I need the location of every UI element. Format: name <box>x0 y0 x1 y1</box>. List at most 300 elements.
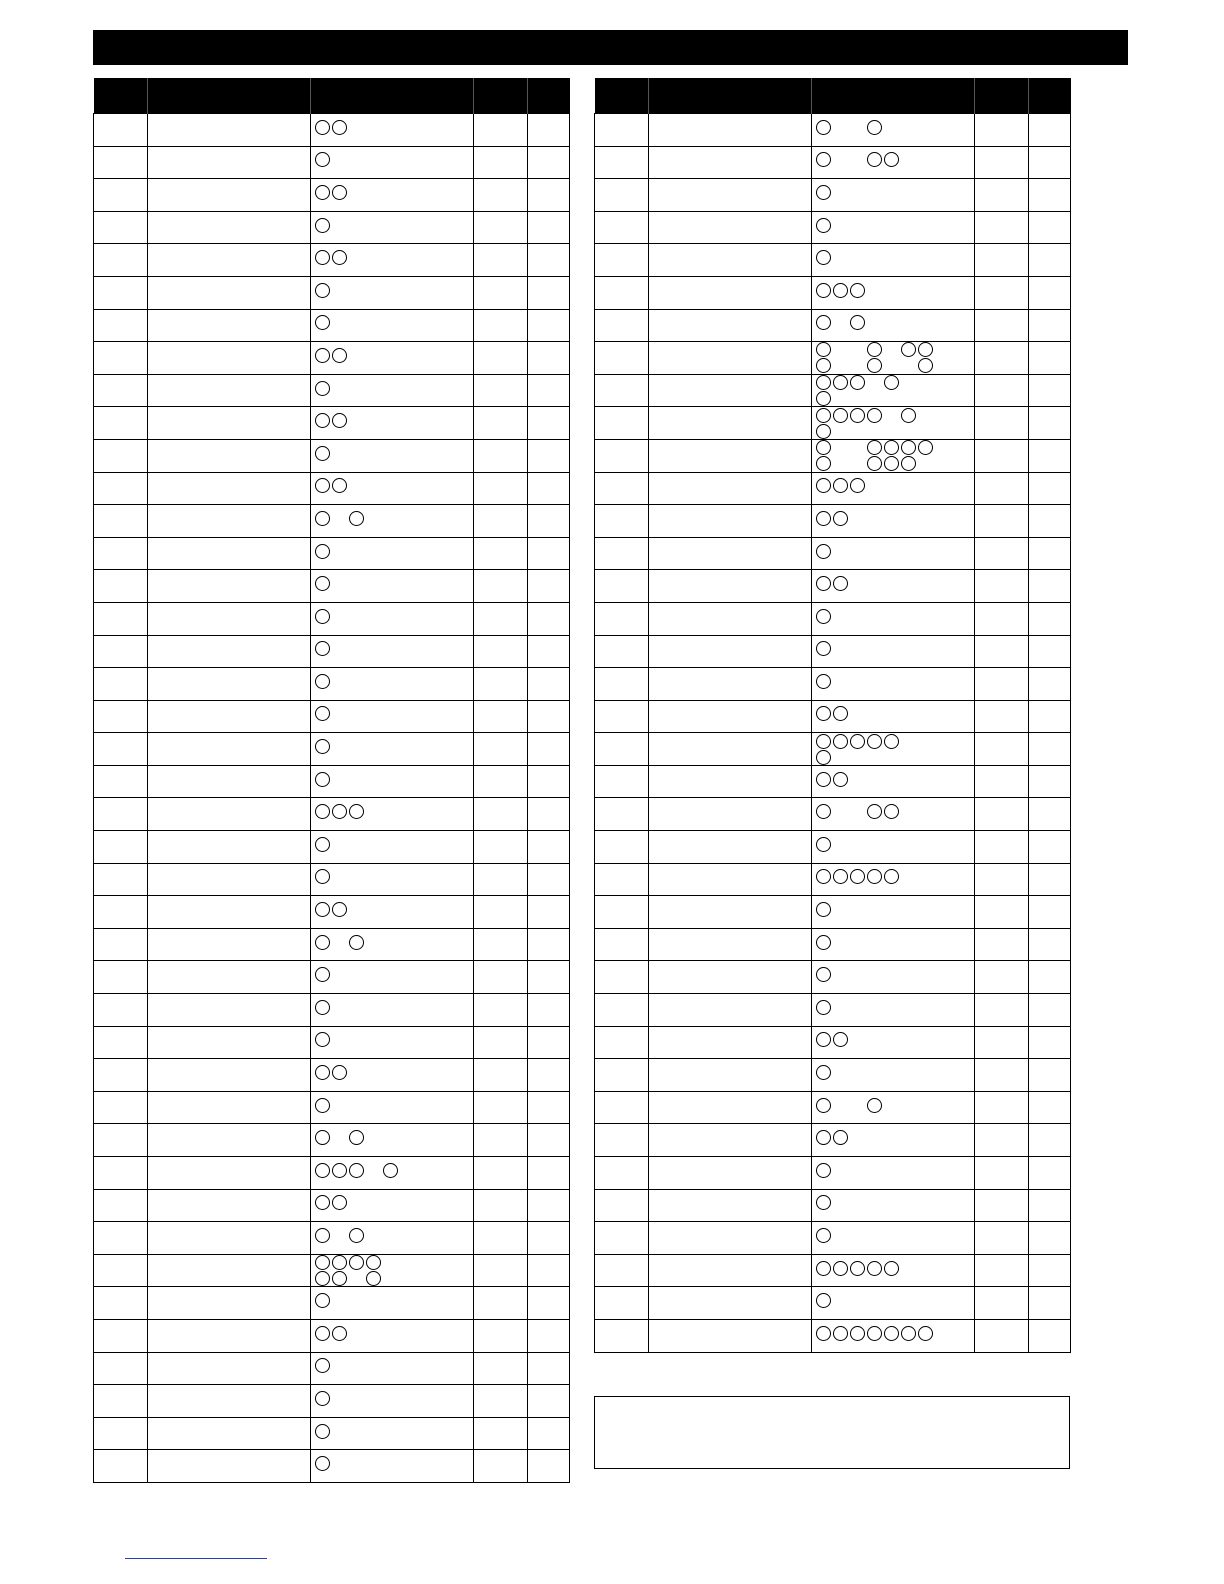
table-cell <box>474 1157 528 1190</box>
circle-icon <box>315 967 330 982</box>
table-cell <box>975 1189 1029 1222</box>
circle-icon <box>816 674 831 689</box>
circle-mark-group <box>816 511 850 526</box>
circle-icon <box>833 408 848 423</box>
circle-icon <box>816 375 831 390</box>
circle-icon <box>816 424 831 439</box>
table-row <box>94 733 570 766</box>
table-cell <box>528 342 570 375</box>
table-cell <box>311 1254 474 1287</box>
table-cell <box>649 537 812 570</box>
table-cell <box>812 570 975 603</box>
table-cell <box>595 863 649 896</box>
table-cell <box>1029 994 1071 1027</box>
circle-icon <box>867 408 882 423</box>
table-cell <box>812 211 975 244</box>
table-cell <box>649 602 812 635</box>
circle-mark-group <box>315 869 332 884</box>
table-cell <box>94 505 148 538</box>
table-cell <box>94 179 148 212</box>
circle-icon <box>315 1065 330 1080</box>
table-cell <box>311 994 474 1027</box>
table-cell <box>975 896 1029 929</box>
table-cell <box>595 244 649 277</box>
circle-mark-group <box>315 478 349 493</box>
circle-mark-line <box>816 342 935 357</box>
table-cell <box>1029 961 1071 994</box>
table-cell <box>1029 798 1071 831</box>
circle-icon <box>867 440 882 455</box>
table-cell <box>812 276 975 309</box>
circle-mark-line <box>315 967 332 982</box>
table-cell <box>649 1026 812 1059</box>
circle-mark-line <box>315 935 366 950</box>
circle-icon <box>332 185 347 200</box>
circle-mark-group <box>315 674 332 689</box>
table-cell <box>311 635 474 668</box>
circle-icon <box>867 734 882 749</box>
circle-icon <box>867 358 882 373</box>
circle-icon <box>816 1065 831 1080</box>
table-cell <box>649 863 812 896</box>
table-cell <box>528 1091 570 1124</box>
table-cell <box>812 1026 975 1059</box>
circle-mark-group <box>816 902 833 917</box>
circle-icon <box>332 1163 347 1178</box>
table-cell <box>148 733 311 766</box>
table-row <box>595 863 1071 896</box>
circle-mark-line <box>816 902 833 917</box>
circle-icon <box>850 315 865 330</box>
circle-mark-group <box>816 1098 884 1113</box>
circle-mark-line <box>315 1000 332 1015</box>
table-cell <box>649 994 812 1027</box>
table-row <box>595 668 1071 701</box>
table-cell <box>649 309 812 342</box>
circle-mark-group <box>816 1000 833 1015</box>
table-cell <box>1029 244 1071 277</box>
circle-mark-group <box>315 1032 332 1047</box>
table-cell <box>94 309 148 342</box>
table-cell <box>94 635 148 668</box>
circle-icon <box>816 152 831 167</box>
table-cell <box>311 928 474 961</box>
table-cell <box>649 342 812 375</box>
table-cell <box>1029 505 1071 538</box>
circle-icon <box>315 674 330 689</box>
circle-icon <box>315 1255 330 1270</box>
table-cell <box>528 863 570 896</box>
table-cell <box>649 1091 812 1124</box>
table-cell <box>812 1319 975 1352</box>
circle-mark-group <box>816 674 833 689</box>
circle-mark-group <box>315 1424 332 1439</box>
circle-mark-line <box>315 869 332 884</box>
table-row <box>94 179 570 212</box>
table-row <box>595 1026 1071 1059</box>
circle-mark-group <box>315 576 332 591</box>
table-cell <box>528 700 570 733</box>
circle-icon <box>349 804 364 819</box>
circle-mark-group <box>816 1293 833 1308</box>
table-cell <box>311 602 474 635</box>
table-row <box>595 1157 1071 1190</box>
table-row <box>595 407 1071 440</box>
circle-icon <box>816 250 831 265</box>
circle-icon <box>816 120 831 135</box>
circle-icon <box>833 478 848 493</box>
table-cell <box>94 798 148 831</box>
circle-mark-line <box>816 511 850 526</box>
table-cell <box>649 733 812 766</box>
table-cell <box>94 863 148 896</box>
table-cell <box>595 179 649 212</box>
table-cell <box>975 700 1029 733</box>
table-cell <box>1029 1124 1071 1157</box>
table-cell <box>595 1189 649 1222</box>
circle-mark-line <box>315 902 349 917</box>
table-cell <box>812 407 975 440</box>
circle-mark-group <box>315 381 332 396</box>
circle-mark-line <box>816 440 935 455</box>
circle-icon <box>315 1424 330 1439</box>
table-cell <box>975 798 1029 831</box>
table-cell <box>474 1189 528 1222</box>
table-cell <box>595 570 649 603</box>
table-cell <box>812 961 975 994</box>
table-cell <box>474 733 528 766</box>
circle-icon <box>833 511 848 526</box>
table-cell <box>148 179 311 212</box>
table-cell <box>528 1450 570 1483</box>
table-cell <box>148 1254 311 1287</box>
table-cell <box>474 1385 528 1418</box>
table-row <box>94 114 570 147</box>
table-cell <box>649 1287 812 1320</box>
table-cell <box>148 211 311 244</box>
circle-icon <box>315 1358 330 1373</box>
table-cell <box>528 1157 570 1190</box>
table-row <box>94 635 570 668</box>
circle-icon <box>315 869 330 884</box>
circle-icon <box>816 1130 831 1145</box>
table-cell <box>528 602 570 635</box>
circle-mark-group <box>315 804 366 819</box>
circle-mark-line <box>315 674 332 689</box>
circle-icon <box>349 935 364 950</box>
table-cell <box>474 1254 528 1287</box>
circle-icon <box>867 1098 882 1113</box>
table-cell <box>1029 602 1071 635</box>
table-cell <box>812 1189 975 1222</box>
circle-icon <box>332 413 347 428</box>
table-cell <box>94 1157 148 1190</box>
table-cell <box>975 407 1029 440</box>
circle-mark-group <box>315 1326 349 1341</box>
circle-icon <box>332 1065 347 1080</box>
circle-icon <box>315 1456 330 1471</box>
table-row <box>595 635 1071 668</box>
circle-icon <box>315 446 330 461</box>
circle-icon <box>850 478 865 493</box>
table-cell <box>528 798 570 831</box>
circle-mark-line <box>315 185 349 200</box>
circle-icon <box>884 1261 899 1276</box>
table-cell <box>311 700 474 733</box>
table-cell <box>812 602 975 635</box>
table-cell <box>595 342 649 375</box>
circle-icon <box>315 315 330 330</box>
circle-icon <box>366 1255 381 1270</box>
circle-mark-group <box>816 1065 833 1080</box>
table-cell <box>148 765 311 798</box>
circle-mark-line <box>315 152 332 167</box>
circle-mark-line <box>816 641 833 656</box>
circle-mark-group <box>816 772 850 787</box>
table-row <box>94 1417 570 1450</box>
table-cell <box>1029 179 1071 212</box>
table-cell <box>94 1450 148 1483</box>
circle-icon <box>315 1195 330 1210</box>
table-cell <box>975 733 1029 766</box>
circle-mark-line <box>315 1065 349 1080</box>
circle-mark-line <box>315 804 366 819</box>
circle-icon <box>816 408 831 423</box>
circle-mark-line <box>816 1261 901 1276</box>
circle-mark-group <box>315 218 332 233</box>
circle-mark-line <box>816 120 884 135</box>
circle-mark-line <box>816 408 918 423</box>
table-row <box>94 863 570 896</box>
table-cell <box>1029 1254 1071 1287</box>
table-cell <box>975 374 1029 407</box>
table-cell <box>528 407 570 440</box>
circle-mark-group <box>816 408 918 439</box>
table-cell <box>94 896 148 929</box>
table-cell <box>975 1157 1029 1190</box>
table-cell <box>649 244 812 277</box>
circle-icon <box>816 342 831 357</box>
circle-icon <box>332 804 347 819</box>
circle-icon <box>867 342 882 357</box>
table-cell <box>474 1026 528 1059</box>
circle-mark-line <box>816 375 901 390</box>
table-cell <box>148 342 311 375</box>
table-cell <box>474 1450 528 1483</box>
table-cell <box>94 244 148 277</box>
table-row <box>94 1450 570 1483</box>
circle-icon <box>850 375 865 390</box>
table-cell <box>94 146 148 179</box>
circle-mark-group <box>816 478 867 493</box>
table-cell <box>148 602 311 635</box>
table-cell <box>148 1189 311 1222</box>
circle-mark-line <box>816 1195 833 1210</box>
table-cell <box>94 1124 148 1157</box>
table-cell <box>528 1352 570 1385</box>
table-cell <box>528 439 570 472</box>
table-cell <box>812 928 975 961</box>
circle-icon <box>850 283 865 298</box>
table-row <box>94 700 570 733</box>
table-cell <box>148 1385 311 1418</box>
table-cell <box>474 1091 528 1124</box>
circle-mark-group <box>816 1228 833 1243</box>
table-cell <box>595 765 649 798</box>
table-cell <box>975 570 1029 603</box>
table-cell <box>311 537 474 570</box>
circle-mark-line <box>315 706 332 721</box>
circle-mark-line <box>315 1391 332 1406</box>
circle-mark-line <box>816 935 833 950</box>
circle-mark-group <box>315 1098 332 1113</box>
table-row <box>94 146 570 179</box>
table-cell <box>474 928 528 961</box>
table-cell <box>311 1319 474 1352</box>
table-cell <box>311 1352 474 1385</box>
table-cell <box>812 505 975 538</box>
circle-mark-line <box>315 381 332 396</box>
circle-mark-group <box>315 283 332 298</box>
circle-mark-line <box>816 1228 833 1243</box>
table-cell <box>148 1091 311 1124</box>
circle-mark-group <box>315 413 349 428</box>
table-cell <box>474 896 528 929</box>
circle-mark-group <box>816 869 901 884</box>
table-cell <box>528 831 570 864</box>
table-cell <box>812 994 975 1027</box>
table-cell <box>94 1352 148 1385</box>
table-row <box>595 1059 1071 1092</box>
table-cell <box>94 668 148 701</box>
table-cell <box>812 765 975 798</box>
table-cell <box>649 668 812 701</box>
table-cell <box>474 114 528 147</box>
table-cell <box>1029 342 1071 375</box>
table-cell <box>311 896 474 929</box>
footer-link[interactable] <box>125 1558 267 1559</box>
circle-mark-line <box>816 250 833 265</box>
table-cell <box>595 668 649 701</box>
circle-icon <box>867 869 882 884</box>
table-cell <box>975 342 1029 375</box>
table-cell <box>94 765 148 798</box>
table-cell <box>311 211 474 244</box>
circle-mark-line <box>315 218 332 233</box>
circle-mark-line <box>315 1456 332 1471</box>
circle-mark-line <box>315 1228 366 1243</box>
table-row <box>595 439 1071 472</box>
circle-mark-group <box>816 440 935 471</box>
table-cell <box>975 309 1029 342</box>
table-row <box>595 896 1071 929</box>
table-cell <box>1029 765 1071 798</box>
table-cell <box>1029 668 1071 701</box>
table-cell <box>1029 407 1071 440</box>
table-cell <box>528 309 570 342</box>
circle-icon <box>816 935 831 950</box>
table-cell <box>148 1417 311 1450</box>
table-cell <box>595 114 649 147</box>
circle-icon <box>918 358 933 373</box>
circle-icon <box>816 609 831 624</box>
circle-mark-group <box>816 734 901 765</box>
table-row <box>94 1287 570 1320</box>
circle-mark-group <box>816 1032 850 1047</box>
circle-mark-line <box>816 1000 833 1015</box>
table-row <box>94 472 570 505</box>
circle-mark-line <box>816 706 850 721</box>
circle-icon <box>816 544 831 559</box>
circle-icon <box>816 1293 831 1308</box>
circle-mark-line <box>315 1130 366 1145</box>
table-cell <box>94 570 148 603</box>
circle-mark-line <box>315 1271 383 1286</box>
circle-mark-line <box>315 609 332 624</box>
circle-icon <box>816 511 831 526</box>
circle-mark-line <box>816 358 935 373</box>
table-cell <box>311 1091 474 1124</box>
table-cell <box>148 961 311 994</box>
circle-mark-line <box>315 739 332 754</box>
table-cell <box>595 798 649 831</box>
circle-mark-line <box>315 1293 332 1308</box>
table-cell <box>148 1287 311 1320</box>
table-cell <box>474 863 528 896</box>
table-cell <box>595 961 649 994</box>
circle-icon <box>918 1326 933 1341</box>
circle-icon <box>901 408 916 423</box>
circle-icon <box>315 283 330 298</box>
table-cell <box>474 602 528 635</box>
circle-mark-group <box>315 609 332 624</box>
table-row <box>595 179 1071 212</box>
table-cell <box>975 114 1029 147</box>
table-cell <box>595 700 649 733</box>
circle-icon <box>349 511 364 526</box>
table-row <box>595 114 1071 147</box>
table-row <box>595 700 1071 733</box>
table-row <box>94 765 570 798</box>
table-cell <box>1029 439 1071 472</box>
circle-icon <box>833 1032 848 1047</box>
circle-icon <box>918 342 933 357</box>
table-cell <box>975 537 1029 570</box>
circle-mark-line <box>816 609 833 624</box>
circle-icon <box>816 391 831 406</box>
table-cell <box>812 668 975 701</box>
table-cell <box>311 1385 474 1418</box>
table-cell <box>975 439 1029 472</box>
table-cell <box>148 700 311 733</box>
table-cell <box>1029 570 1071 603</box>
table-cell <box>148 244 311 277</box>
circle-icon <box>867 804 882 819</box>
circle-icon <box>315 511 330 526</box>
circle-icon <box>867 1261 882 1276</box>
table-cell <box>94 1287 148 1320</box>
table-cell <box>474 537 528 570</box>
circle-mark-line <box>315 446 332 461</box>
table-cell <box>649 635 812 668</box>
table-cell <box>528 1385 570 1418</box>
circle-icon <box>332 478 347 493</box>
table-row <box>595 928 1071 961</box>
circle-mark-group <box>315 739 332 754</box>
table-cell <box>812 1059 975 1092</box>
circle-mark-group <box>816 576 850 591</box>
table-cell <box>975 1287 1029 1320</box>
